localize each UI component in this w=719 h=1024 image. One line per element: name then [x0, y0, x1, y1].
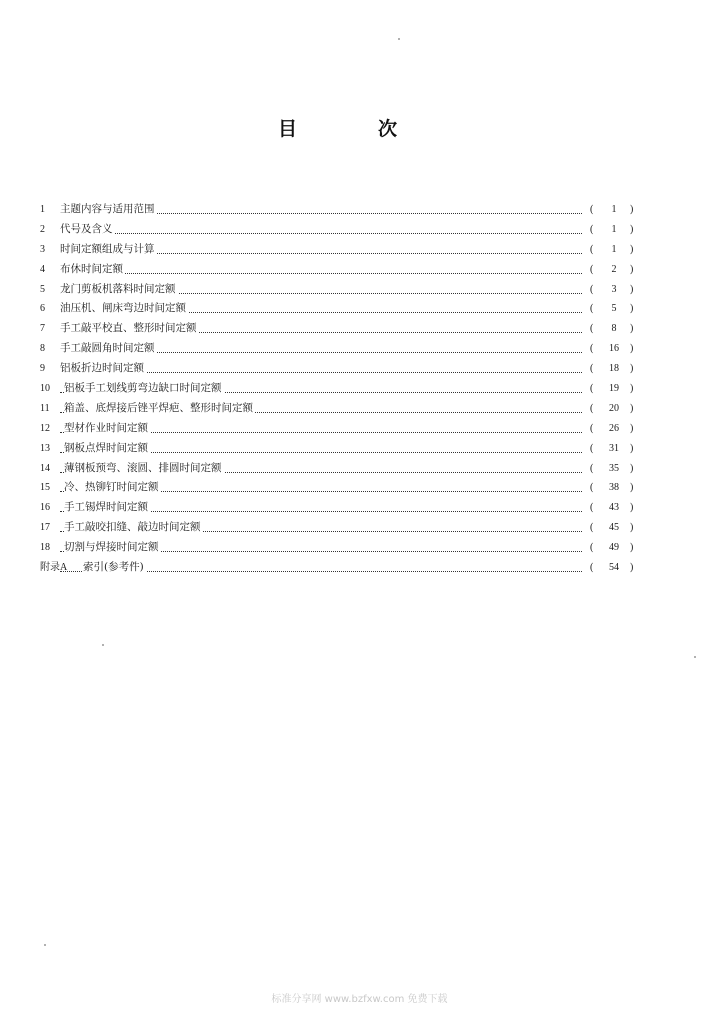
- toc-entry[interactable]: 3 时间定额组成与计算 ( 1 ): [40, 240, 640, 260]
- toc-leader-dots: [60, 273, 582, 274]
- toc-page-number: 1: [611, 223, 617, 235]
- scan-speck: [102, 644, 104, 646]
- table-of-contents: [40, 200, 640, 578]
- toc-entry-title: 代号及含义: [60, 220, 115, 240]
- toc-entry-number: 11: [40, 402, 50, 414]
- toc-entry-number: 5: [40, 283, 45, 295]
- toc-entry-number: 10: [40, 383, 50, 395]
- toc-entry[interactable]: 1 主题内容与适用范围 ( 1 ): [40, 200, 640, 220]
- toc-entry-number: 12: [40, 422, 50, 434]
- toc-entry-title: 铝板手工划线剪弯边缺口时间定额: [64, 379, 224, 399]
- toc-page-number: 18: [609, 363, 619, 375]
- toc-entry-number: 1: [40, 204, 45, 215]
- toc-entry[interactable]: 2 代号及含义 ( 1 ): [40, 220, 640, 240]
- toc-entry-number: 14: [40, 462, 50, 474]
- toc-entry[interactable]: 12 型材作业时间定额 ( 26 ): [40, 419, 640, 439]
- toc-entry[interactable]: 8 手工敲圆角时间定额 ( 16 ): [40, 339, 640, 359]
- toc-entry-title: 布休时间定额: [60, 260, 125, 280]
- toc-page-number: 5: [611, 303, 617, 315]
- toc-entry-title: 切割与焊接时间定额: [64, 538, 161, 558]
- toc-page-number: 1: [611, 204, 617, 215]
- toc-entry-title: 箱盖、底焊接后锉平焊疤、整形时间定额: [64, 399, 255, 419]
- toc-entry-title: 薄钢板预弯、滚圆、排圆时间定额: [64, 459, 224, 479]
- toc-entry[interactable]: 18 切割与焊接时间定额 ( 49 ): [40, 538, 640, 558]
- toc-entry-title: 钢板点焊时间定额: [64, 439, 150, 459]
- toc-entry-title: 油压机、闸床弯边时间定额: [60, 299, 188, 319]
- toc-page-number: 54: [609, 562, 619, 574]
- toc-entry-number: 13: [40, 442, 50, 454]
- title-char-2: 次: [378, 118, 398, 140]
- watermark: 标准分享网 www.bzfxw.com 免费下载: [271, 994, 448, 1005]
- toc-entry[interactable]: 6 油压机、闸床弯边时间定额 ( 5 ): [40, 299, 640, 319]
- toc-entry-title: 冷、热铆钉时间定额: [64, 478, 161, 498]
- scan-speck: [44, 944, 46, 946]
- toc-page-number: 38: [609, 482, 619, 494]
- toc-page-number: 2: [611, 263, 617, 275]
- toc-entry-title: 龙门剪板机落料时间定额: [60, 280, 178, 300]
- toc-entry[interactable]: 5 龙门剪板机落料时间定额 ( 3 ): [40, 280, 640, 300]
- toc-page-number: 45: [609, 522, 619, 534]
- toc-entry-title: 手工敲咬扣缝、敲边时间定额: [64, 518, 203, 538]
- toc-entry[interactable]: 11 箱盖、底焊接后锉平焊疤、整形时间定额 ( 20 ): [40, 399, 640, 419]
- toc-entry-title: 型材作业时间定额: [64, 419, 150, 439]
- toc-leader-dots: [60, 233, 582, 234]
- toc-page-number: 43: [609, 502, 619, 514]
- toc-entry-number: 7: [40, 323, 45, 335]
- toc-entry-title: 索引(参考件): [83, 558, 146, 578]
- toc-entry-number: 附录A: [40, 562, 68, 574]
- toc-page-number: 16: [609, 343, 619, 355]
- toc-entry[interactable]: 4 布休时间定额 ( 2 ): [40, 260, 640, 280]
- toc-entry[interactable]: 7 手工敲平校直、整形时间定额 ( 8 ): [40, 319, 640, 339]
- scan-speck: [694, 656, 696, 658]
- title-char-1: 目: [278, 118, 298, 140]
- toc-page-number: 3: [611, 283, 617, 295]
- toc-entry-number: 15: [40, 482, 50, 494]
- toc-entry-number: 8: [40, 343, 45, 355]
- toc-entry-title: 手工敲平校直、整形时间定额: [60, 319, 199, 339]
- scan-speck: [398, 38, 400, 40]
- toc-entry[interactable]: 15 冷、热铆钉时间定额 ( 38 ): [40, 478, 640, 498]
- toc-entry-number: 4: [40, 263, 45, 275]
- toc-entry[interactable]: 13 钢板点焊时间定额 ( 31 ): [40, 439, 640, 459]
- toc-entry[interactable]: 17 手工敲咬扣缝、敲边时间定额 ( 45 ): [40, 518, 640, 538]
- toc-page-number: 1: [611, 243, 617, 255]
- toc-entry-title: 铝板折边时间定额: [60, 359, 146, 379]
- toc-page-number: 8: [611, 323, 617, 335]
- toc-entry[interactable]: 10 铝板手工划线剪弯边缺口时间定额 ( 19 ): [40, 379, 640, 399]
- toc-entry-number: 9: [40, 363, 45, 375]
- toc-entry-number: 17: [40, 522, 50, 534]
- toc-entry-title: 时间定额组成与计算: [60, 240, 157, 260]
- toc-entry-appendix[interactable]: 附录A 索引(参考件) ( 54 ): [40, 558, 640, 578]
- toc-page-number: 35: [609, 462, 619, 474]
- toc-entry-number: 18: [40, 542, 50, 554]
- toc-page-number: 26: [609, 422, 619, 434]
- toc-page-number: 31: [609, 442, 619, 454]
- page-title: [0, 116, 719, 142]
- toc-entry-number: 6: [40, 303, 45, 315]
- toc-page-number: 20: [609, 402, 619, 414]
- toc-entry-title: 手工锡焊时间定额: [64, 498, 150, 518]
- toc-entry-title: 主题内容与适用范围: [60, 200, 157, 220]
- toc-entry[interactable]: 14 薄钢板预弯、滚圆、排圆时间定额 ( 35 ): [40, 459, 640, 479]
- toc-entry-number: 3: [40, 243, 45, 255]
- toc-page-number: 49: [609, 542, 619, 554]
- toc-entry-number: 16: [40, 502, 50, 514]
- toc-entry[interactable]: 9 铝板折边时间定额 ( 18 ): [40, 359, 640, 379]
- toc-entry-number: 2: [40, 223, 45, 235]
- toc-page-number: 19: [609, 383, 619, 395]
- toc-entry[interactable]: 16 手工锡焊时间定额 ( 43 ): [40, 498, 640, 518]
- toc-entry-title: 手工敲圆角时间定额: [60, 339, 157, 359]
